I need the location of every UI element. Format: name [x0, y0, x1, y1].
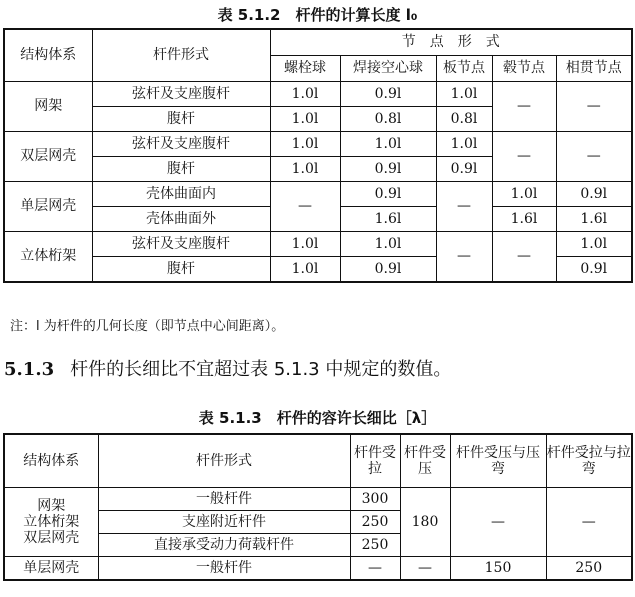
value-cell: 300	[350, 488, 400, 511]
header-tension-bending: 杆件受拉与拉弯	[546, 434, 632, 488]
table-row	[4, 182, 632, 207]
header-member: 杆件形式	[92, 29, 270, 82]
value-cell: —	[556, 82, 632, 132]
member-cell: 弦杆及支座腹杆	[92, 132, 270, 157]
clause-text: 杆件的长细比不宜超过表 5.1.3 中规定的数值。	[70, 359, 452, 380]
structure-name: 双层网壳	[23, 530, 80, 547]
member-cell: 腹杆	[92, 257, 270, 283]
header-welded-ball: 焊接空心球	[340, 56, 436, 82]
value-cell: —	[492, 132, 556, 182]
value-cell: 0.8l	[340, 107, 436, 132]
value-cell: 0.9l	[340, 182, 436, 207]
structure-name: 网架	[37, 497, 66, 514]
table-header-row	[4, 434, 632, 488]
value-cell: —	[400, 557, 450, 581]
value-cell: 1.6l	[340, 207, 436, 232]
member-cell: 壳体曲面内	[92, 182, 270, 207]
value-cell: 250	[546, 557, 632, 581]
value-cell: —	[436, 182, 492, 232]
value-cell: 0.9l	[436, 157, 492, 182]
value-cell: 150	[450, 557, 546, 581]
value-cell: —	[270, 182, 340, 232]
value-cell: 0.9l	[556, 182, 632, 207]
member-cell: 一般杆件	[98, 488, 350, 511]
table-5-1-2-caption: 表 5.1.2 杆件的计算长度 l₀	[217, 6, 418, 24]
table-header-row	[4, 29, 632, 56]
member-cell: 腹杆	[92, 157, 270, 182]
member-cell: 壳体曲面外	[92, 207, 270, 232]
clause-number: 5.1.3	[4, 359, 55, 380]
value-cell: 1.0l	[270, 107, 340, 132]
value-cell: 1.6l	[556, 207, 632, 232]
effective-length-table	[3, 28, 633, 283]
value-cell: 1.6l	[492, 207, 556, 232]
structure-cell: 单层网壳	[4, 182, 92, 232]
value-cell: 0.9l	[340, 82, 436, 107]
header-node-type: 节 点 形 式	[270, 29, 632, 56]
header-member: 杆件形式	[98, 434, 350, 488]
header-compression-bending: 杆件受压与压弯	[450, 434, 546, 488]
value-cell: 1.0l	[556, 232, 632, 257]
header-plate-node: 板节点	[436, 56, 492, 82]
member-cell: 一般杆件	[98, 557, 350, 581]
member-cell: 弦杆及支座腹杆	[92, 232, 270, 257]
structure-cell: 网架	[4, 82, 92, 132]
header-hub-node: 毂节点	[492, 56, 556, 82]
value-cell: 0.8l	[436, 107, 492, 132]
clause-5-1-3	[4, 355, 451, 381]
value-cell: 0.9l	[340, 257, 436, 283]
table-5-1-3-caption: 表 5.1.3 杆件的容许长细比［λ］	[198, 409, 437, 427]
member-cell: 支座附近杆件	[98, 511, 350, 534]
structure-cell: 双层网壳	[4, 132, 92, 182]
header-structure: 结构体系	[4, 434, 98, 488]
value-cell: —	[350, 557, 400, 581]
value-cell: —	[556, 132, 632, 182]
value-cell: 1.0l	[270, 157, 340, 182]
member-cell: 腹杆	[92, 107, 270, 132]
value-cell: 1.0l	[436, 132, 492, 157]
value-cell: 1.0l	[340, 232, 436, 257]
member-cell: 直接承受动力荷载杆件	[98, 534, 350, 557]
structure-name: 立体桁架	[23, 513, 80, 530]
table-row	[4, 132, 632, 157]
table-row	[4, 232, 632, 257]
value-cell: 0.9l	[340, 157, 436, 182]
value-cell: 1.0l	[492, 182, 556, 207]
header-structure: 结构体系	[4, 29, 92, 82]
value-cell: 1.0l	[270, 232, 340, 257]
table-row	[4, 557, 632, 581]
value-cell: 250	[350, 511, 400, 534]
value-cell: —	[436, 232, 492, 283]
structure-group-cell	[4, 488, 98, 557]
structure-cell: 单层网壳	[4, 557, 98, 581]
value-cell: 250	[350, 534, 400, 557]
value-cell: 180	[400, 488, 450, 557]
value-cell: —	[450, 488, 546, 557]
value-cell: 1.0l	[340, 132, 436, 157]
value-cell: 1.0l	[436, 82, 492, 107]
slenderness-ratio-table	[3, 433, 633, 581]
header-bolt-ball: 螺栓球	[270, 56, 340, 82]
value-cell: —	[492, 82, 556, 132]
header-intersect-node: 相贯节点	[556, 56, 632, 82]
member-cell: 弦杆及支座腹杆	[92, 82, 270, 107]
table-row	[4, 488, 632, 511]
header-compression: 杆件受压	[400, 434, 450, 488]
table-note: 注：l 为杆件的几何长度（即节点中心间距离）。	[10, 319, 285, 334]
table-row	[4, 82, 632, 107]
value-cell: 1.0l	[270, 257, 340, 283]
structure-cell: 立体桁架	[4, 232, 92, 283]
value-cell: 0.9l	[556, 257, 632, 283]
header-tension: 杆件受拉	[350, 434, 400, 488]
value-cell: —	[492, 232, 556, 283]
value-cell: 1.0l	[270, 82, 340, 107]
value-cell: 1.0l	[270, 132, 340, 157]
value-cell: —	[546, 488, 632, 557]
